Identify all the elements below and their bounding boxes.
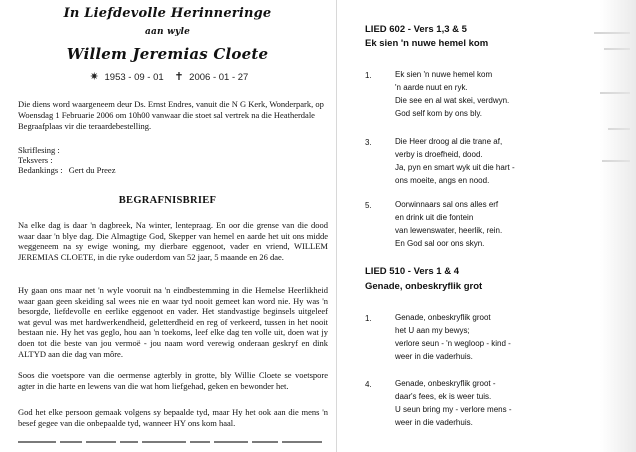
- verse-line: weer in die vaderhuis.: [395, 418, 473, 427]
- hymn-2-verse-4: [395, 377, 511, 429]
- verse-line: Oorwinnaars sal ons alles erf: [395, 200, 499, 209]
- skriflesing-label: Skriflesing :: [18, 145, 60, 155]
- deceased-name: Willem Jeremias Cloete: [66, 45, 269, 63]
- hymn-1-verse-5: [395, 198, 502, 250]
- verse-line: Ja, pyn en smart wyk uit die hart -: [395, 163, 515, 172]
- page-edge-shadow: [600, 0, 636, 452]
- hymn-2-verse-4-number: 4.: [365, 380, 372, 389]
- service-details: [18, 145, 328, 176]
- verse-line: Die Heer droog al die trane af,: [395, 137, 503, 146]
- verse-line: God self kom by ons bly.: [395, 109, 482, 118]
- section-heading: BEGRAFNISBRIEF: [118, 195, 217, 206]
- hymn-1-verse-1-number: 1.: [365, 71, 372, 80]
- hymn-2-verse-1: [395, 311, 511, 363]
- body-paragraph-1: Na elke dag is daar 'n dagbreek, Na winter, lentepraag. En oor die grense van die dood waar daar 'n blye dag. Die Almagtige God, Skepper van hemel en aarde het uit ons midde weggeneem na sy ewige woning, my dierbare eggenoot, vader en vriend, WILLEM JEREMIAS CLOETE, in die ryke ouderdom van 52 jaar, 5 maande en 26 dae.: [18, 220, 328, 262]
- verse-line: Genade, onbeskryflik groot: [395, 313, 491, 322]
- death-date: 2006 - 01 - 27: [189, 72, 249, 83]
- hymn-1-verse-5-number: 5.: [365, 201, 372, 210]
- bedankings-label: Bedankings :: [18, 165, 63, 176]
- verse-line: daar's fees, ek is weer tuis.: [395, 392, 492, 401]
- body-paragraph-4: God het elke persoon gemaak volgens sy bepaalde tyd, maar Hy het ook aan die mens 'n besef gegee van die onbepaalde tyd, wanneer HY ons kom haal.: [18, 407, 328, 428]
- service-intro: Die diens word waargeneem deur Ds. Ernst Endres, vanuit die N G Kerk, Wonderpark, op Woensdag 1 Februarie 2006 om 10h00 vanwaar die stoet sal vertrek na die Heatherdale Begraafplaas vir die teraardebestelling.: [18, 99, 324, 131]
- memorial-subtitle: aan wyle: [144, 27, 191, 37]
- star-burst-icon: ✷: [89, 71, 99, 83]
- hymn-1-title: LIED 602 - Vers 1,3 & 5: [365, 24, 467, 35]
- hymn-1-verse-3: [395, 135, 515, 187]
- verse-line: verlore seun - 'n wegloop - kind -: [395, 339, 511, 348]
- verse-line: En God sal oor ons skyn.: [395, 239, 485, 248]
- verse-line: en drink uit die fontein: [395, 213, 474, 222]
- verse-line: Genade, onbeskryflik groot -: [395, 379, 496, 388]
- bedankings-row: [18, 165, 328, 175]
- body-paragraph-2: Hy gaan ons maar net 'n wyle vooruit na 'n eindbestemming in die Hemelse Heerlikheid waar gaan geen skeiding sal wees nie en waar tyd nooit gemeet kan word nie. Hy was 'n besorgde, liefdevolle en eerlike eggenoot en vader. Het standvastige beginsels uitgeleef wat gevul was met hardwerkendheid, geletterdheid en reg of verkeerd, tussen in het nooit bestaan nie. Hy het vas geglo, hou aan 'n toekoms, leef elke dag ten volle uit, doen wat jy doen tot die beste van jou vermoë - jou naam word verewig onderaan geskryf en dink ALTYD aan die dag van môre.: [18, 285, 328, 359]
- life-dates: [0, 70, 335, 83]
- hymn-2-subtitle: Genade, onbeskryflik grot: [365, 281, 483, 292]
- verse-line: weer in die vaderhuis.: [395, 352, 473, 361]
- body-paragraph-3: Soos die voetspore van die oermense agterbly in grotte, bly Willie Cloete se voetspore agter in die harte en lewens van die wat hom liefgehad, geken en bewonder het.: [18, 370, 328, 391]
- hymn-1-subtitle: Ek sien 'n nuwe hemel kom: [365, 38, 489, 49]
- verse-line: verby is droefheid, dood.: [395, 150, 483, 159]
- skriflesing-row: [18, 145, 328, 155]
- hymn-2-verse-1-number: 1.: [365, 314, 372, 323]
- verse-line: 'n aarde nuut en ryk.: [395, 83, 468, 92]
- verse-line: Die see en al wat skei, verdwyn.: [395, 96, 510, 105]
- verse-line: ons moeite, angs en nood.: [395, 176, 490, 185]
- right-page: [335, 0, 636, 452]
- bedankings-value: Gert du Preez: [68, 165, 116, 176]
- hymn-1-verse-3-number: 3.: [365, 138, 372, 147]
- teksvers-row: [18, 155, 328, 165]
- truncated-text-line: [18, 441, 328, 446]
- verse-line: Ek sien 'n nuwe hemel kom: [395, 70, 493, 79]
- hymn-1-verse-1: [395, 68, 509, 120]
- teksvers-label: Teksvers :: [18, 155, 53, 166]
- hymn-2-title: LIED 510 - Vers 1 & 4: [365, 266, 459, 277]
- verse-line: U seun bring my - verlore mens -: [395, 405, 512, 414]
- cross-icon: ✝: [174, 71, 184, 83]
- verse-line: het U aan my bewys;: [395, 326, 470, 335]
- verse-line: van lewenswater, heerlik, rein.: [395, 226, 503, 235]
- birth-date: 1953 - 09 - 01: [104, 72, 164, 83]
- memorial-title: In Liefdevolle Herinneringe: [63, 6, 272, 21]
